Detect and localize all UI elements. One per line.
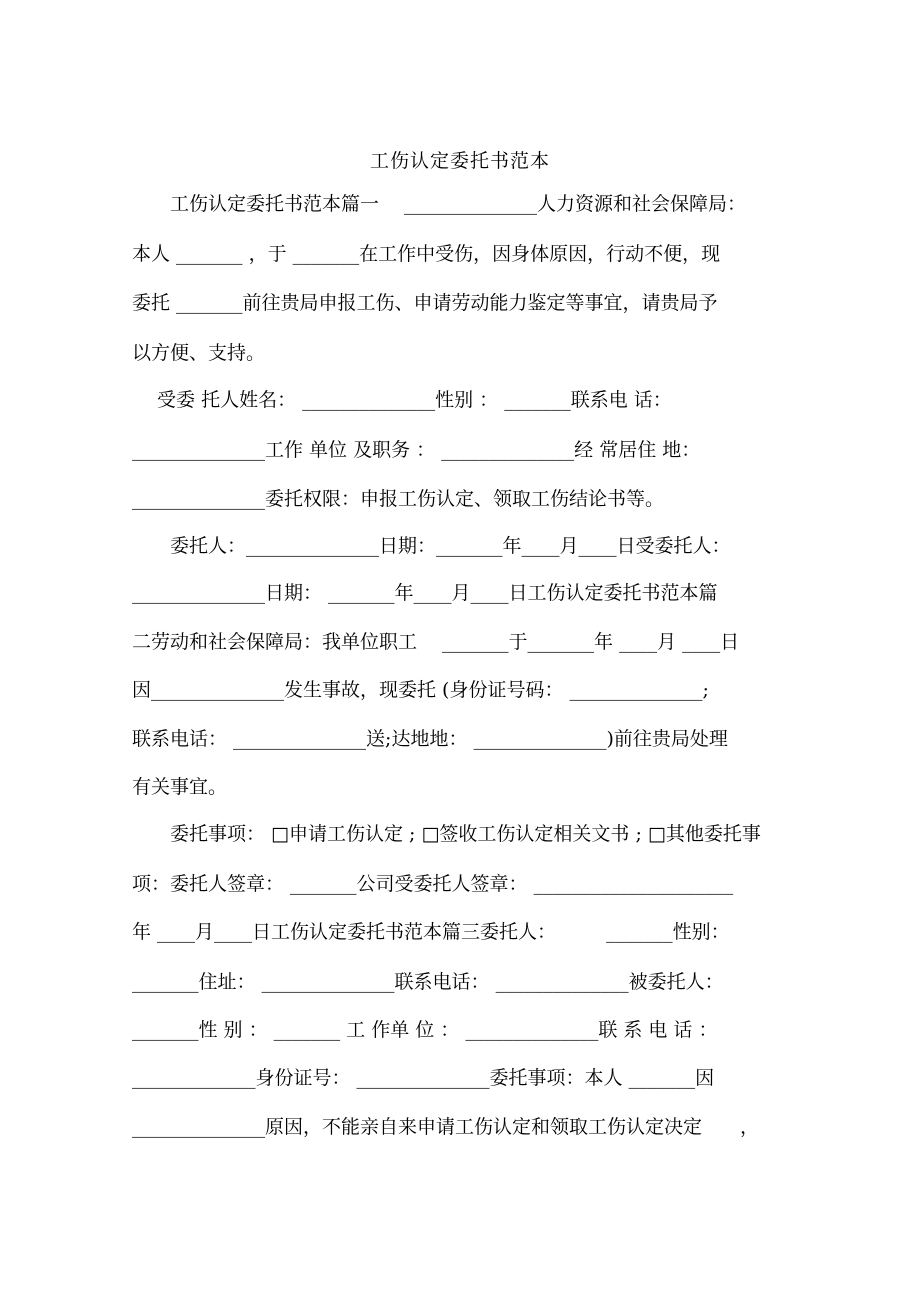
- paragraph-line: 年 ____月____日工伤认定委托书范本篇三委托人： _______性别：: [132, 921, 730, 943]
- paragraph-line: 因______________发生事故，现委托 (身份证号码： ______________;: [132, 679, 709, 701]
- paragraph-line: _____________身份证号： ______________委托事项：本人 _______因: [132, 1067, 715, 1089]
- document-title: 工伤认定委托书范本: [369, 150, 550, 172]
- paragraph-line: ______________委托权限：申报工伤认定、领取工伤结论书等。: [132, 488, 665, 510]
- paragraph-line: ______________原因，不能亲自来申请工伤认定和领取工伤认定决定 ，: [132, 1116, 760, 1138]
- paragraph-line: 联系电话： ______________送;达地地： ______________)前往贵局处理: [132, 728, 728, 750]
- paragraph-line: 有关事宜。: [132, 776, 228, 798]
- paragraph-line: ______________工作 单位 及职务 ： ______________经 常居住 地：: [132, 439, 701, 461]
- paragraph-line: _______住址： ______________联系电话： ______________被委托人：: [132, 971, 724, 993]
- paragraph-line: 委托 _______前往贵局申报工伤、申请劳动能力鉴定等事宜，请贵局予: [132, 292, 718, 314]
- paragraph-line: ______________日期： _______年____月____日工伤认定委托书范本篇: [132, 582, 718, 604]
- paragraph-line: 本人 _______ ，于 _______在工作中受伤，因身体原因，行动不便，现: [132, 243, 721, 265]
- paragraph-line: 委托事项： □申请工伤认定 ; □签收工伤认定相关文书 ; □其他委托事: [132, 823, 761, 845]
- paragraph-line: 工伤认定委托书范本篇一 ______________人力资源和社会保障局：: [132, 193, 747, 215]
- paragraph-line: 委托人：______________日期：_______年____月____日受委托人：: [132, 535, 731, 557]
- paragraph-line: 项：委托人签章： _______公司受委托人签章： _____________________: [132, 873, 734, 895]
- paragraph-line: 二劳动和社会保障局：我单位职工 _______于_______年 ____月 ____日: [132, 631, 740, 653]
- paragraph-line: _______性 别 ： _______ 工 作单 位 ： ______________联 系 电 话 ：: [132, 1019, 718, 1041]
- paragraph-line: 受委 托人姓名： ______________性别 ： _______联系电 话：: [132, 389, 672, 411]
- paragraph-line: 以方便、支持。: [132, 342, 266, 364]
